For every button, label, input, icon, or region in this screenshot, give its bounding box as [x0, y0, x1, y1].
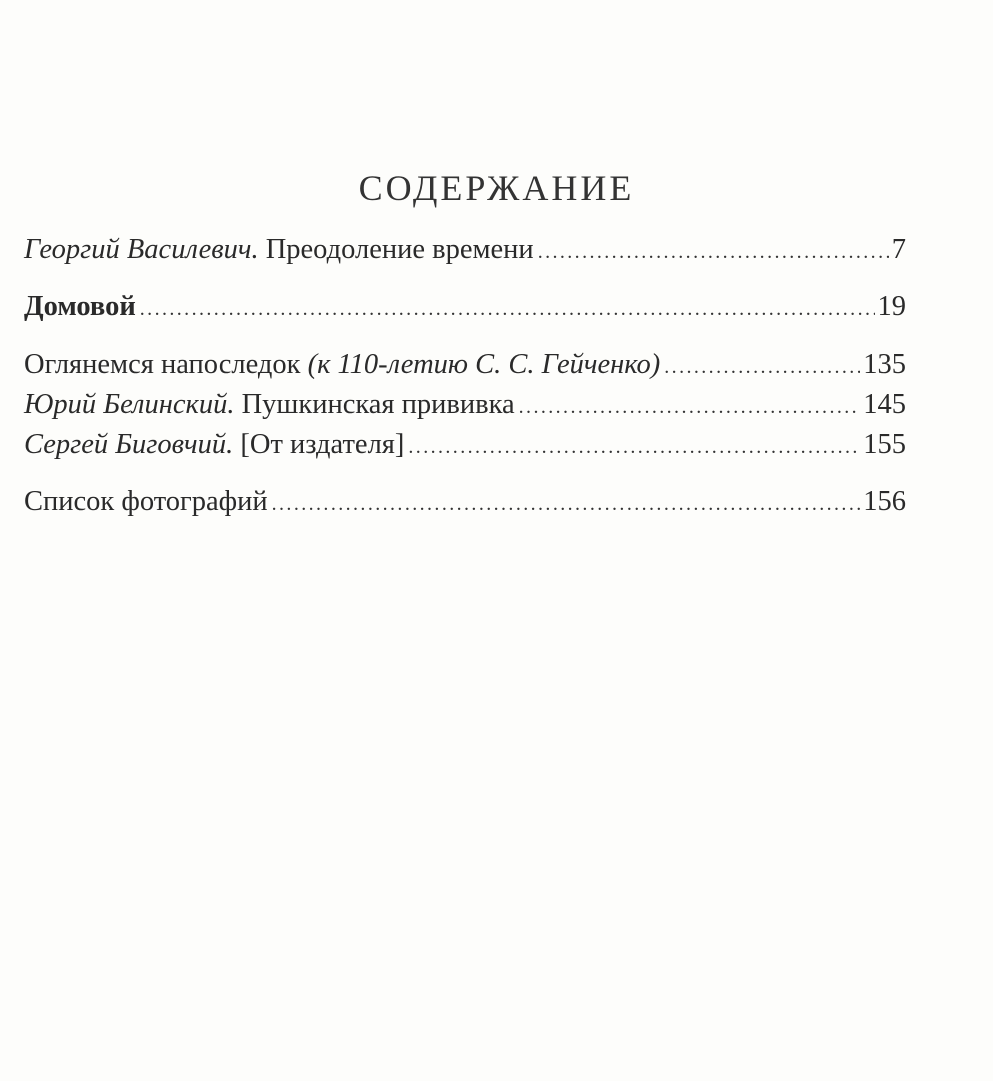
toc-entry-spisok-fotografii: [24, 484, 906, 522]
toc-entry-oglyanemsya: [24, 347, 906, 385]
toc-entry-text: Оглянемся напоследок: [24, 349, 308, 380]
toc-entry-ot-izdatelya: [24, 427, 906, 465]
contents-title: СОДЕРЖАНИЕ: [358, 168, 635, 208]
toc-entry-preodolenie: [24, 232, 906, 270]
toc-entry-title: [24, 347, 660, 383]
toc-page-number: 145: [863, 389, 906, 420]
toc-entry-pushkinskaya: [24, 387, 906, 425]
toc-entry-text: Список фотографий: [24, 486, 268, 517]
toc-entry-author: Георгий Василевич.: [24, 234, 259, 265]
toc-page-number: 155: [863, 429, 906, 460]
toc-page-number: 156: [863, 486, 906, 517]
dot-leader: [519, 389, 861, 425]
dot-leader: [408, 429, 860, 465]
toc-entry-title: [24, 387, 515, 423]
toc-entry-note: (к 110-летию С. С. Гейченко): [307, 349, 661, 380]
dot-leader: [664, 349, 860, 385]
toc-entry-text: [От издателя]: [233, 429, 405, 460]
toc-entry-title: [24, 232, 534, 268]
toc-page-number: 7: [891, 234, 906, 265]
dot-leader: [140, 291, 875, 327]
toc-entry-title: [24, 289, 136, 325]
toc-entry-author: Юрий Белинский.: [24, 389, 235, 420]
toc-entry-domovoi: [24, 289, 906, 327]
toc-entry-title: [24, 427, 404, 463]
toc-page-number: 19: [877, 291, 906, 322]
toc-entry-author: Сергей Биговчий.: [24, 429, 234, 460]
toc-entry-text: Домовой: [24, 291, 136, 322]
toc-page-number: 135: [863, 349, 906, 380]
toc-entry-text: Пушкинская прививка: [234, 389, 515, 420]
dot-leader: [538, 234, 889, 270]
dot-leader: [272, 486, 861, 522]
toc-entry-title: [24, 484, 268, 520]
toc-entry-text: Преодоление времени: [258, 234, 534, 265]
